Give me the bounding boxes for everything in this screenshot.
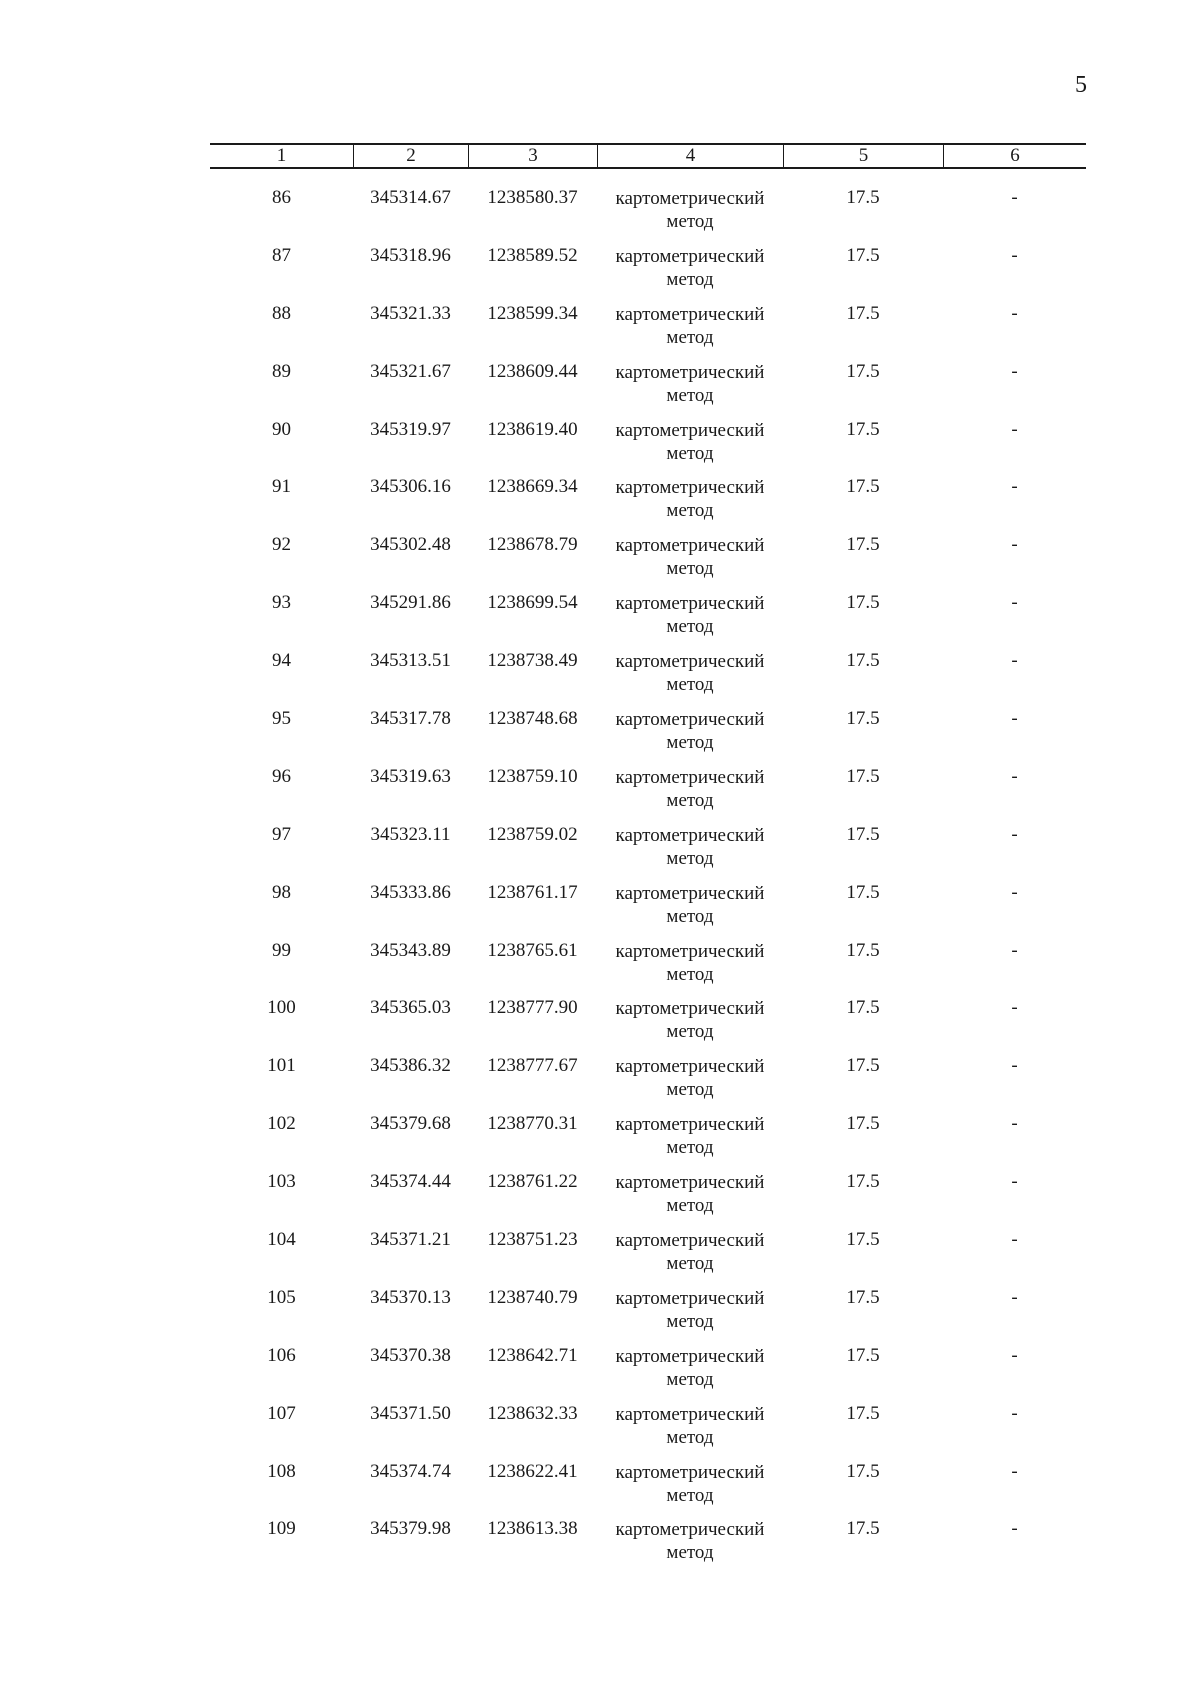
method-cell	[597, 997, 783, 1043]
accuracy-value: 17.5	[846, 187, 880, 208]
point-number: 87	[272, 244, 291, 266]
header-col-6: 6	[943, 145, 1086, 167]
header-col-2: 2	[353, 145, 468, 167]
method-cell	[597, 1461, 783, 1507]
method-line-2: метод	[666, 326, 714, 348]
coordinate-x: 345317.78	[370, 708, 451, 730]
coordinate-y: 1238740.79	[487, 1286, 578, 1308]
coordinate-x: 345370.38	[370, 1344, 451, 1366]
method-line-2: метод	[666, 384, 714, 406]
coordinate-x: 345321.67	[370, 360, 451, 382]
description-value: -	[1011, 997, 1018, 1019]
table-row	[210, 1171, 1086, 1229]
coordinate-y: 1238777.67	[487, 1055, 578, 1077]
page-number: 5	[1075, 72, 1087, 98]
method-line-1: картометрический	[615, 824, 765, 846]
point-number: 89	[272, 360, 291, 382]
method-cell	[597, 940, 783, 986]
coordinate-y: 1238765.61	[487, 939, 578, 961]
coordinate-x: 345379.98	[370, 1518, 451, 1540]
coordinate-y: 1238738.49	[487, 650, 578, 672]
point-number: 93	[272, 592, 291, 614]
point-number: 94	[272, 650, 291, 672]
accuracy-value: 17.5	[846, 360, 880, 382]
description-value: -	[1011, 360, 1018, 382]
method-line-2: метод	[666, 963, 714, 985]
coordinate-x: 345319.63	[370, 765, 451, 787]
table-row	[210, 882, 1086, 940]
accuracy-value: 17.5	[846, 1344, 880, 1366]
description-value: -	[1011, 302, 1018, 324]
coordinate-x: 345302.48	[370, 534, 451, 556]
accuracy-value: 17.5	[846, 418, 880, 440]
method-cell	[597, 650, 783, 696]
table-row	[210, 187, 1086, 245]
accuracy-value: 17.5	[846, 1460, 880, 1482]
table-row	[210, 1403, 1086, 1461]
method-line-1: картометрический	[615, 245, 765, 267]
method-line-1: картометрический	[615, 535, 765, 557]
coordinate-y: 1238748.68	[487, 708, 578, 730]
point-number: 105	[267, 1286, 296, 1308]
method-line-1: картометрический	[615, 1345, 765, 1367]
method-line-1: картометрический	[615, 361, 765, 383]
method-line-1: картометрический	[615, 1172, 765, 1194]
coordinate-y: 1238759.02	[487, 823, 578, 845]
accuracy-value: 17.5	[846, 708, 880, 730]
header-col-5: 5	[783, 145, 943, 167]
table-row	[210, 824, 1086, 882]
method-line-2: метод	[666, 732, 714, 754]
method-line-1: картометрический	[615, 1230, 765, 1252]
coordinate-y: 1238770.31	[487, 1113, 578, 1135]
table-header	[210, 143, 1086, 169]
coordinate-y: 1238761.17	[487, 881, 578, 903]
point-number: 107	[267, 1402, 296, 1424]
table-row	[210, 592, 1086, 650]
coordinate-y: 1238759.10	[487, 765, 578, 787]
description-value: -	[1011, 708, 1018, 730]
description-value: -	[1011, 1518, 1018, 1540]
coordinate-y: 1238669.34	[487, 476, 578, 498]
description-value: -	[1011, 1286, 1018, 1308]
coordinate-x: 345374.44	[370, 1171, 451, 1193]
accuracy-value: 17.5	[846, 650, 880, 672]
accuracy-value: 17.5	[846, 939, 880, 961]
coordinate-x: 345313.51	[370, 650, 451, 672]
point-number: 101	[267, 1055, 296, 1077]
coordinate-x: 345371.50	[370, 1402, 451, 1424]
coordinate-y: 1238599.34	[487, 302, 578, 324]
header-col-4: 4	[597, 145, 783, 167]
method-cell	[597, 303, 783, 349]
table-row	[210, 1345, 1086, 1403]
accuracy-value: 17.5	[846, 1229, 880, 1251]
table-row	[210, 1229, 1086, 1287]
method-line-2: метод	[666, 500, 714, 522]
point-number: 91	[272, 476, 291, 498]
method-line-1: картометрический	[615, 419, 765, 441]
method-cell	[597, 1345, 783, 1391]
point-number: 99	[272, 939, 291, 961]
description-value: -	[1011, 187, 1018, 208]
method-line-1: картометрический	[615, 651, 765, 673]
method-cell	[597, 419, 783, 465]
description-value: -	[1011, 418, 1018, 440]
accuracy-value: 17.5	[846, 1402, 880, 1424]
coordinate-x: 345323.11	[370, 823, 451, 845]
coordinate-y: 1238777.90	[487, 997, 578, 1019]
table-row	[210, 650, 1086, 708]
table-row	[210, 708, 1086, 766]
accuracy-value: 17.5	[846, 1286, 880, 1308]
method-line-2: метод	[666, 1310, 714, 1332]
table-row	[210, 997, 1086, 1055]
point-number: 100	[267, 997, 296, 1019]
method-cell	[597, 361, 783, 407]
coordinate-x: 345314.67	[370, 187, 451, 208]
accuracy-value: 17.5	[846, 592, 880, 614]
coordinate-x: 345321.33	[370, 302, 451, 324]
description-value: -	[1011, 1344, 1018, 1366]
method-line-1: картометрический	[615, 940, 765, 962]
point-number: 92	[272, 534, 291, 556]
point-number: 103	[267, 1171, 296, 1193]
method-line-2: метод	[666, 1021, 714, 1043]
accuracy-value: 17.5	[846, 997, 880, 1019]
coordinate-x: 345386.32	[370, 1055, 451, 1077]
coordinate-y: 1238678.79	[487, 534, 578, 556]
method-line-2: метод	[666, 211, 714, 232]
method-line-1: картометрический	[615, 1287, 765, 1309]
method-line-1: картометрический	[615, 998, 765, 1020]
accuracy-value: 17.5	[846, 244, 880, 266]
description-value: -	[1011, 1460, 1018, 1482]
method-cell	[597, 476, 783, 522]
table-row	[210, 1461, 1086, 1519]
coordinate-y: 1238619.40	[487, 418, 578, 440]
coordinate-y: 1238751.23	[487, 1229, 578, 1251]
method-line-2: метод	[666, 674, 714, 696]
point-number: 95	[272, 708, 291, 730]
header-col-3: 3	[468, 145, 597, 167]
method-line-2: метод	[666, 1253, 714, 1275]
method-line-2: метод	[666, 442, 714, 464]
method-line-2: метод	[666, 1368, 714, 1390]
description-value: -	[1011, 1113, 1018, 1135]
method-cell	[597, 882, 783, 928]
method-line-1: картометрический	[615, 766, 765, 788]
table-row	[210, 1055, 1086, 1113]
method-line-2: метод	[666, 1484, 714, 1506]
accuracy-value: 17.5	[846, 823, 880, 845]
point-number: 96	[272, 765, 291, 787]
coordinate-x: 345318.96	[370, 244, 451, 266]
method-cell	[597, 1171, 783, 1217]
method-line-1: картометрический	[615, 188, 765, 209]
method-cell	[597, 1229, 783, 1275]
method-line-1: картометрический	[615, 1114, 765, 1136]
accuracy-value: 17.5	[846, 534, 880, 556]
method-line-1: картометрический	[615, 1461, 765, 1483]
table-row	[210, 766, 1086, 824]
coordinate-x: 345306.16	[370, 476, 451, 498]
accuracy-value: 17.5	[846, 881, 880, 903]
table-row	[210, 1518, 1086, 1576]
method-cell	[597, 1518, 783, 1564]
method-cell	[597, 534, 783, 580]
accuracy-value: 17.5	[846, 302, 880, 324]
accuracy-value: 17.5	[846, 765, 880, 787]
accuracy-value: 17.5	[846, 476, 880, 498]
coordinate-x: 345333.86	[370, 881, 451, 903]
coordinate-y: 1238613.38	[487, 1518, 578, 1540]
method-line-1: картометрический	[615, 303, 765, 325]
description-value: -	[1011, 244, 1018, 266]
coordinate-x: 345343.89	[370, 939, 451, 961]
method-cell	[597, 187, 783, 233]
method-cell	[597, 708, 783, 754]
coordinate-y: 1238580.37	[487, 187, 578, 208]
table-row	[210, 534, 1086, 592]
method-cell	[597, 1055, 783, 1101]
point-number: 88	[272, 302, 291, 324]
method-cell	[597, 1287, 783, 1333]
point-number: 109	[267, 1518, 296, 1540]
method-line-2: метод	[666, 789, 714, 811]
table-row	[210, 1287, 1086, 1345]
coordinate-x: 345370.13	[370, 1286, 451, 1308]
method-line-2: метод	[666, 616, 714, 638]
method-line-2: метод	[666, 1137, 714, 1159]
point-number: 97	[272, 823, 291, 845]
description-value: -	[1011, 476, 1018, 498]
method-line-1: картометрический	[615, 882, 765, 904]
method-line-2: метод	[666, 1079, 714, 1101]
accuracy-value: 17.5	[846, 1518, 880, 1540]
point-number: 108	[267, 1460, 296, 1482]
coordinate-y: 1238699.54	[487, 592, 578, 614]
point-number: 102	[267, 1113, 296, 1135]
table-row	[210, 476, 1086, 534]
method-line-2: метод	[666, 1195, 714, 1217]
coordinate-y: 1238622.41	[487, 1460, 578, 1482]
method-line-1: картометрический	[615, 1519, 765, 1541]
method-line-2: метод	[666, 1542, 714, 1564]
method-line-2: метод	[666, 905, 714, 927]
point-number: 106	[267, 1344, 296, 1366]
point-number: 104	[267, 1229, 296, 1251]
method-cell	[597, 245, 783, 291]
method-line-2: метод	[666, 268, 714, 290]
method-cell	[597, 1113, 783, 1159]
point-number: 98	[272, 881, 291, 903]
method-line-1: картометрический	[615, 477, 765, 499]
method-line-2: метод	[666, 847, 714, 869]
method-cell	[597, 1403, 783, 1449]
description-value: -	[1011, 650, 1018, 672]
table-row	[210, 419, 1086, 477]
point-number: 86	[272, 187, 291, 208]
coordinate-y: 1238642.71	[487, 1344, 578, 1366]
table-row	[210, 245, 1086, 303]
description-value: -	[1011, 939, 1018, 961]
coordinate-y: 1238609.44	[487, 360, 578, 382]
description-value: -	[1011, 592, 1018, 614]
method-line-1: картометрический	[615, 593, 765, 615]
coordinate-x: 345379.68	[370, 1113, 451, 1135]
method-cell	[597, 766, 783, 812]
table-row	[210, 940, 1086, 998]
description-value: -	[1011, 534, 1018, 556]
table-row	[210, 361, 1086, 419]
accuracy-value: 17.5	[846, 1171, 880, 1193]
description-value: -	[1011, 1229, 1018, 1251]
coordinate-y: 1238632.33	[487, 1402, 578, 1424]
accuracy-value: 17.5	[846, 1113, 880, 1135]
method-line-2: метод	[666, 558, 714, 580]
description-value: -	[1011, 765, 1018, 787]
description-value: -	[1011, 1171, 1018, 1193]
coordinate-y: 1238761.22	[487, 1171, 578, 1193]
coordinate-x: 345371.21	[370, 1229, 451, 1251]
table-row	[210, 303, 1086, 361]
point-number: 90	[272, 418, 291, 440]
coordinate-x: 345365.03	[370, 997, 451, 1019]
description-value: -	[1011, 881, 1018, 903]
coordinate-x: 345374.74	[370, 1460, 451, 1482]
description-value: -	[1011, 823, 1018, 845]
coordinates-table-body	[210, 187, 1086, 1576]
method-cell	[597, 824, 783, 870]
coordinate-x: 345319.97	[370, 418, 451, 440]
coordinate-y: 1238589.52	[487, 244, 578, 266]
header-col-1: 1	[276, 145, 287, 166]
description-value: -	[1011, 1402, 1018, 1424]
method-cell	[597, 592, 783, 638]
method-line-1: картометрический	[615, 1403, 765, 1425]
accuracy-value: 17.5	[846, 1055, 880, 1077]
method-line-1: картометрический	[615, 709, 765, 731]
coordinate-x: 345291.86	[370, 592, 451, 614]
description-value: -	[1011, 1055, 1018, 1077]
method-line-2: метод	[666, 1426, 714, 1448]
method-line-1: картометрический	[615, 1056, 765, 1078]
table-row	[210, 1113, 1086, 1171]
